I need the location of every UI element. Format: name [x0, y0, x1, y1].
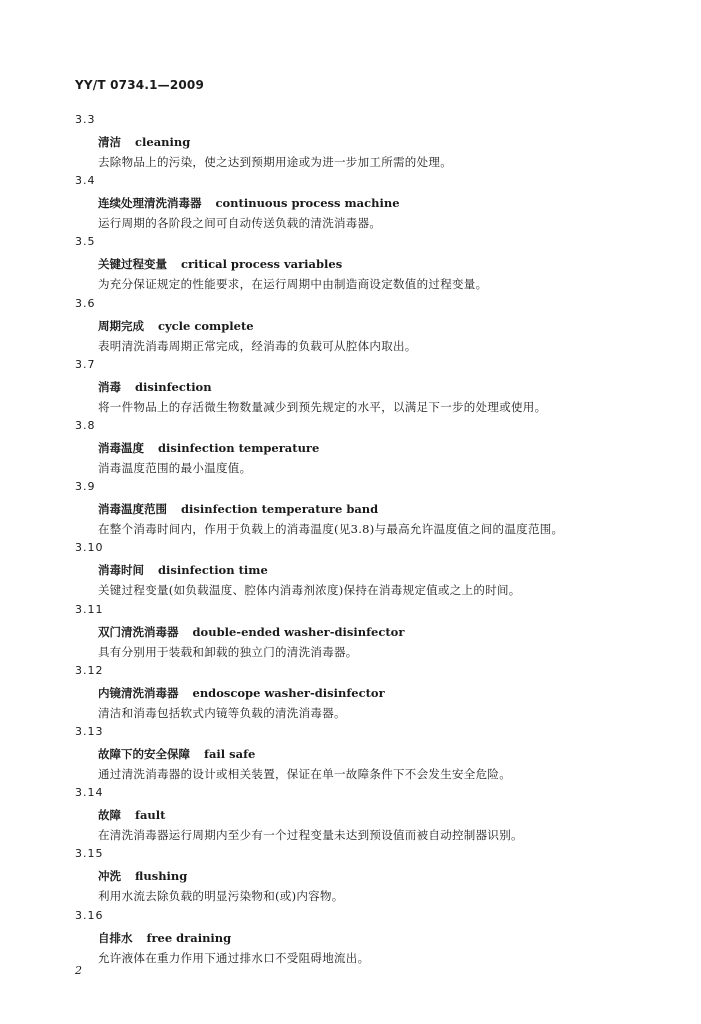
- term-definition: 在整个消毒时间内，作用于负载上的消毒温度(见3.8)与最高允许温度值之间的温度范围。: [98, 522, 564, 536]
- term-definition: 表明清洗消毒周期正常完成，经消毒的负载可从腔体内取出。: [98, 339, 417, 353]
- term-definition: 在清洗消毒器运行周期内至少有一个过程变量未达到预设值而被自动控制器识别。: [98, 828, 523, 842]
- term-definition: 利用水流去除负载的明显污染物和(或)内容物。: [98, 889, 344, 903]
- term-heading: [98, 685, 385, 701]
- term-english: disinfection: [135, 380, 212, 394]
- clause-number: 3.10: [75, 541, 104, 554]
- term-chinese: 冲洗: [98, 869, 121, 883]
- clause-number: 3.8: [75, 419, 96, 432]
- term-english: free draining: [146, 931, 232, 945]
- term-chinese: 故障下的安全保障: [98, 747, 190, 761]
- page-number: 2: [75, 964, 82, 977]
- term-chinese: 故障: [98, 808, 121, 822]
- clause-number: 3.15: [75, 847, 104, 860]
- term-definition: 关键过程变量(如负载温度、腔体内消毒剂浓度)保持在消毒规定值或之上的时间。: [98, 583, 521, 597]
- term-chinese: 消毒温度: [98, 441, 144, 455]
- term-chinese: 关键过程变量: [98, 257, 167, 271]
- term-english: disinfection temperature band: [181, 502, 379, 516]
- term-chinese: 清洁: [98, 135, 121, 149]
- clause-number: 3.13: [75, 725, 104, 738]
- clause-number: 3.5: [75, 235, 96, 248]
- term-english: continuous process machine: [215, 196, 400, 210]
- term-english: disinfection time: [158, 563, 268, 577]
- clause-number: 3.14: [75, 786, 104, 799]
- term-chinese: 自排水: [98, 931, 133, 945]
- term-definition: 通过清洗消毒器的设计或相关装置，保证在单一故障条件下不会发生安全危险。: [98, 767, 511, 781]
- term-chinese: 消毒: [98, 380, 121, 394]
- clause-number: 3.4: [75, 174, 96, 187]
- term-heading: [98, 930, 231, 946]
- term-heading: [98, 379, 212, 395]
- term-heading: [98, 134, 190, 150]
- term-english: fault: [135, 808, 166, 822]
- term-english: cleaning: [135, 135, 191, 149]
- term-definition: 允许液体在重力作用下通过排水口不受阻碍地流出。: [98, 951, 370, 965]
- term-english: double-ended washer-disinfector: [192, 625, 405, 639]
- term-chinese: 内镜清洗消毒器: [98, 686, 179, 700]
- term-english: critical process variables: [181, 257, 343, 271]
- clause-number: 3.3: [75, 113, 96, 126]
- clause-number: 3.6: [75, 297, 96, 310]
- term-heading: [98, 807, 165, 823]
- term-definition: 具有分别用于装载和卸载的独立门的清洗消毒器。: [98, 645, 358, 659]
- clause-number: 3.12: [75, 664, 104, 677]
- clause-number: 3.16: [75, 909, 104, 922]
- term-english: flushing: [135, 869, 188, 883]
- term-english: fail safe: [204, 747, 256, 761]
- term-heading: [98, 318, 254, 334]
- term-heading: [98, 562, 268, 578]
- clause-number: 3.7: [75, 358, 96, 371]
- term-definition: 去除物品上的污染，使之达到预期用途或为进一步加工所需的处理。: [98, 155, 452, 169]
- term-definition: 为充分保证规定的性能要求，在运行周期中由制造商设定数值的过程变量。: [98, 277, 488, 291]
- clause-number: 3.9: [75, 480, 96, 493]
- term-heading: [98, 195, 400, 211]
- clause-number: 3.11: [75, 603, 104, 616]
- term-definition: 将一件物品上的存活微生物数量减少到预先规定的水平，以满足下一步的处理或使用。: [98, 400, 547, 414]
- term-definition: 消毒温度范围的最小温度值。: [98, 461, 252, 475]
- term-chinese: 周期完成: [98, 319, 144, 333]
- term-chinese: 消毒温度范围: [98, 502, 167, 516]
- term-chinese: 双门清洗消毒器: [98, 625, 179, 639]
- term-heading: [98, 746, 255, 762]
- term-heading: [98, 868, 187, 884]
- standard-number-header: YY/T 0734.1—2009: [75, 78, 205, 92]
- term-heading: [98, 624, 404, 640]
- term-definition: 运行周期的各阶段之间可自动传送负载的清洗消毒器。: [98, 216, 382, 230]
- term-english: cycle complete: [158, 319, 254, 333]
- term-definition: 清洁和消毒包括软式内镜等负载的清洗消毒器。: [98, 706, 346, 720]
- term-heading: [98, 256, 342, 272]
- term-english: endoscope washer-disinfector: [192, 686, 385, 700]
- term-heading: [98, 440, 319, 456]
- term-chinese: 连续处理清洗消毒器: [98, 196, 202, 210]
- term-chinese: 消毒时间: [98, 563, 144, 577]
- term-english: disinfection temperature: [158, 441, 320, 455]
- term-heading: [98, 501, 378, 517]
